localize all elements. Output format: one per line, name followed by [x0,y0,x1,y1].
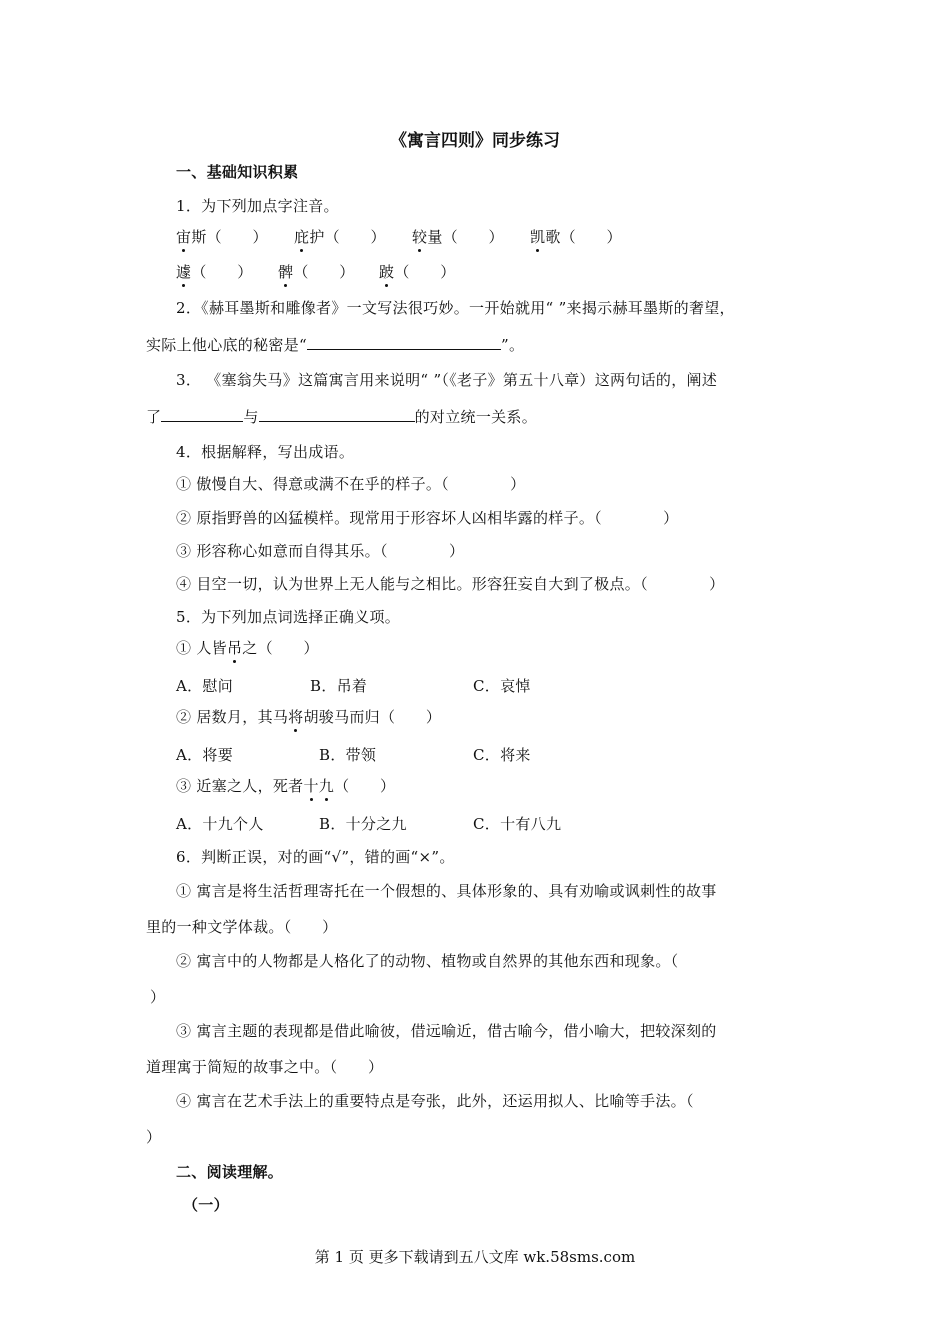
q6-item-4-cont: ） [146,1128,162,1146]
dotted-char: 九 [318,777,335,795]
dotted-char: 十 [303,777,319,795]
section-2-subheading: （一） [183,1196,229,1214]
answer-blank[interactable] [307,335,501,350]
q3-line-2: 了 与 的对立统一关系。 [146,408,538,426]
q6-item-2: ② 寓言中的人物都是人格化了的动物、植物或自然界的其他东西和现象。（ [176,952,679,970]
option: B．带领 [319,746,377,764]
q1-stem: 1．为下列加点字注音。 [176,197,339,215]
option: C．十有八九 [473,815,562,833]
option: C．将来 [473,746,531,764]
option: A．慰问 [176,677,234,695]
q6-item-3-cont: 道理寓于简短的故事之中。（ ） [146,1058,384,1076]
option: B．十分之九 [319,815,407,833]
q4-item: ④ 目空一切，认为世界上无人能与之相比。形容狂妄自大到了极点。（ ） [176,575,725,593]
q5-options-1 [176,676,596,696]
q6-item-1: ① 寓言是将生活哲理寄托在一个假想的、具体形象的、具有劝喻或讽刺性的故事 [176,882,717,900]
q6-item-3: ③ 寓言主题的表现都是借此喻彼，借远喻近，借古喻今，借小喻大，把较深刻的 [176,1022,717,1040]
q1-item: 遽（ ） [176,263,253,281]
q1-item: 跛（ ） [379,263,456,281]
section-2-heading: 二、阅读理解。 [176,1163,284,1181]
dotted-char: 较 [412,228,428,246]
q5-options-3 [176,814,596,834]
q4-item: ① 傲慢自大、得意或满不在乎的样子。（ ） [176,475,526,493]
q4-item: ③ 形容称心如意而自得其乐。（ ） [176,542,465,560]
q6-item-4: ④ 寓言在艺术手法上的重要特点是夸张，此外，还运用拟人、比喻等手法。（ [176,1092,694,1110]
q5-sub-1: ① 人皆吊之（ ） [176,639,319,657]
option: B．吊着 [310,677,368,695]
q5-sub-3: ③ 近塞之人，死者十九（ ） [176,777,396,795]
dotted-char: 凯 [530,228,546,246]
q6-item-1-cont: 里的一种文学体裁。（ ） [146,918,338,936]
q6-item-2-cont: ） [150,988,166,1006]
q5-stem: 5．为下列加点词选择正确义项。 [176,608,401,626]
option: A．十九个人 [176,815,264,833]
q2-line-2: 实际上他心底的秘密是“ ”。 [146,336,525,354]
q1-item: 宙斯（ ） [176,228,268,246]
q5-sub-2: ② 居数月，其马将胡骏马而归（ ） [176,708,442,726]
q3-line-1: 3． 《塞翁失马》这篇寓言用来说明“ ”（《老子》第五十八章）这两句话的，阐述 [176,371,718,389]
page-footer: 第 1 页 更多下载请到五八文库 wk.58sms.com [314,1248,636,1266]
q2-line-1: 2．《赫耳墨斯和雕像者》一文写法很巧妙。一开始就用“ ”来揭示赫耳墨斯的奢望， [176,299,735,317]
dotted-char: 吊 [226,639,243,657]
q6-stem: 6．判断正误，对的画“√”，错的画“×”。 [176,848,455,866]
answer-blank[interactable] [161,407,243,422]
dotted-char: 跛 [379,263,395,281]
q1-item: 庇护（ ） [294,228,386,246]
q1-item: 髀（ ） [278,263,355,281]
q4-item: ② 原指野兽的凶猛模样。现常用于形容坏人凶相毕露的样子。（ ） [176,509,679,527]
dotted-char: 髀 [278,263,294,281]
q4-stem: 4．根据解释，写出成语。 [176,443,355,461]
q5-options-2 [176,745,596,765]
dotted-char: 宙 [176,228,192,246]
q1-item: 凯歌（ ） [530,228,622,246]
option: C．哀悼 [473,677,531,695]
option: A．将要 [176,746,234,764]
page-title: 《寓言四则》同步练习 [390,131,560,151]
dotted-char: 庇 [294,228,310,246]
section-1-heading: 一、基础知识积累 [176,163,299,181]
answer-blank[interactable] [259,407,415,422]
q1-item: 较量（ ） [412,228,504,246]
dotted-char: 将 [288,708,304,726]
dotted-char: 遽 [176,263,192,281]
